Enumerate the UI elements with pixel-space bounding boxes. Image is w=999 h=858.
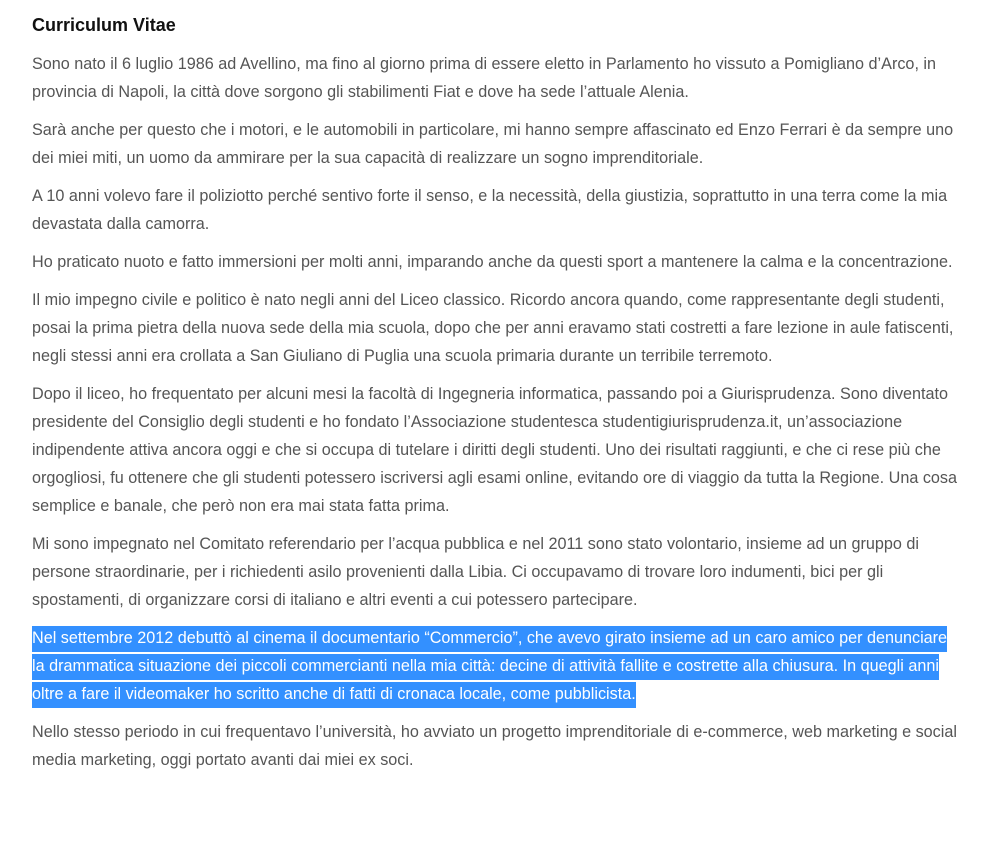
- paragraph-civic-engagement: Il mio impegno civile e politico è nato negli anni del Liceo classico. Ricordo ancora quando, come rappresentante degli studenti, posai la prima pietra della nuova sede della mia scuola, dopo che per anni eravamo stati costretti a fare lezione in aule fatiscenti, negli stessi anni era crollata a San Giuliano di Puglia una scuola primaria durante un terribile terremoto.: [32, 291, 954, 365]
- paragraph-volunteering: Mi sono impegnato nel Comitato referendario per l’acqua pubblica e nel 2011 sono stato volontario, insieme ad un gruppo di persone straordinarie, per i richiedenti asilo provenienti dalla Libia. Ci occupavamo di trovare loro indumenti, bici per gli spostamenti, di organizzare corsi di italiano e altri eventi a cui potessero partecipare.: [32, 535, 919, 609]
- page-title: Curriculum Vitae: [32, 15, 176, 35]
- paragraph-birth: Sono nato il 6 luglio 1986 ad Avellino, ma fino al giorno prima di essere eletto in Parlamento ho vissuto a Pomigliano d’Arco, in provincia di Napoli, la città dove sorgono gli stabilimenti Fiat e dove ha sede l’attuale Alenia.: [32, 55, 937, 101]
- paragraph-motors: Sarà anche per questo che i motori, e le automobili in particolare, mi hanno sempre affascinato ed Enzo Ferrari è da sempre uno dei miei miti, un uomo da ammirare per la sua capacità di realizzare un sogno imprenditoriale.: [32, 121, 954, 167]
- paragraph-sports: Ho praticato nuoto e fatto immersioni per molti anni, imparando anche da questi sport a mantenere la calma e la concentrazione.: [32, 253, 953, 271]
- paragraph-police: A 10 anni volevo fare il poliziotto perché sentivo forte il senso, e la necessità, della giustizia, soprattutto in una terra come la mia devastata dalla camorra.: [32, 187, 948, 233]
- cv-article: [32, 10, 962, 784]
- paragraph-documentary-selected[interactable]: [32, 624, 962, 708]
- selected-text[interactable]: Nel settembre 2012 debuttò al cinema il documentario “Commercio”, che avevo girato insieme ad un caro amico per denunciare la drammatica situazione dei piccoli commercianti nella mia città: decine di attività fallite e costrette alla chiusura. In quegli anni oltre a fare il videomaker ho scritto anche di fatti di cronaca locale, come pubblicista.: [32, 626, 947, 708]
- paragraph-ecommerce: Nello stesso periodo in cui frequentavo l’università, ho avviato un progetto imprenditoriale di e-commerce, web marketing e social media marketing, oggi portato avanti dai miei ex soci.: [32, 723, 957, 769]
- paragraph-university: Dopo il liceo, ho frequentato per alcuni mesi la facoltà di Ingegneria informatica, passando poi a Giurisprudenza. Sono diventato presidente del Consiglio degli studenti e ho fondato l’Associazione studentesca studentigiurisprudenza.it, un’associazione indipendente attiva ancora oggi e che si occupa di tutelare i diritti degli studenti. Uno dei risultati raggiunti, e che ci rese più che orgogliosi, fu ottenere che gli studenti potessero iscriversi agli esami online, evitando ore di viaggio da tutta la Regione. Una cosa semplice e banale, che però non era mai stata fatta prima.: [32, 385, 958, 515]
